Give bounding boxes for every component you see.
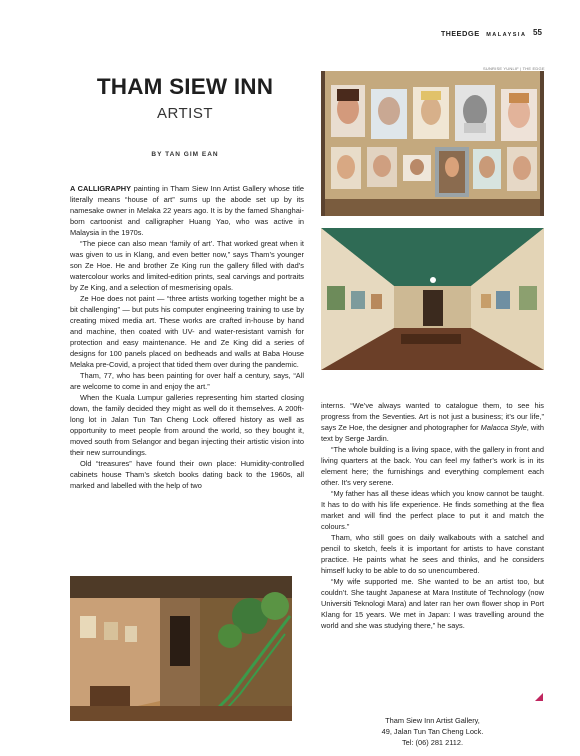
paragraph: interns. “We’ve always wanted to catalogue them, to see his progress from the Seventies. Art is not just a business; it’s our life,” says Ze Hoe, the designer and photographer for Malacca Style, with text by Serge Jardin. <box>321 401 544 443</box>
article-column-right <box>321 400 544 631</box>
article-column-left <box>70 183 304 491</box>
brand-region: MALAYSIA <box>486 32 527 38</box>
paragraph: When the Kuala Lumpur galleries representing him started closing down, the family decided they might as well do it themselves. A 200ft-long lot in Jalan Tun Tan Cheng Lock offered history as well as opportunity to meet people from around the world, so they bought it, moved south from Selangor and began injecting their artistic vision into their new surroundings. <box>70 393 304 457</box>
address-line: Tham Siew Inn Artist Gallery, <box>385 716 480 725</box>
paragraph: Ze Hoe does not paint — “three artists working together might be a bit challenging” — but puts his computer engineering training to use by creating mixed media art. These works are crafted in-house by hand and machine, then coated with UV- and water-resistant varnish for protection and easy maintenance. He and Ze King did a series of designs for 100 panels placed on bedheads and walls at Baba House Melaka pre-Covid, a project that tided them over during the pandemic. <box>70 294 304 369</box>
article-title: THAM SIEW INN <box>96 74 274 99</box>
byline: BY TAN GIM EAN <box>151 151 219 158</box>
paragraph: Tham, 77, who has been painting for over half a century, says, “All are welcome to come in and enjoy the art.” <box>70 371 304 391</box>
paragraph: A CALLIGRAPHY painting in Tham Siew Inn Artist Gallery whose title literally means “house of art” sums up the abode set up by its namesake owner in Melaka 22 years ago. It is by the famed Shanghai-born cartoonist and calligrapher Huang Yao, who was active in Malaysia in the 1970s. <box>70 184 304 237</box>
book-title: Malacca Style <box>480 423 527 432</box>
paragraph: Tham, who still goes on daily walkabouts with a satchel and pencil to sketch, feels it is important for artists to have constant practice. He paints what he sees and thinks, and he considers himself lucky to be able to do so unencumbered. <box>321 533 544 575</box>
paragraph: “My father has all these ideas which you know cannot be taught. It has to do with his life experience. He finds something at the flea market and will find the perfect place to put it and match the colours.” <box>321 489 544 531</box>
page-number: 55 <box>533 28 542 37</box>
paragraph: “The whole building is a living space, with the gallery in front and living quarters at the back. You can feel my father’s work is in its element here; the furnishings and everything complement each other. It’s very serene. <box>321 445 544 487</box>
paragraph: “The piece can also mean ‘family of art’. That worked great when it was given to us in Klang, and even better now,” says Tham’s younger son Ze Hoe. He and brother Ze King run the gallery filled with dad’s watercolour works and limited-edition prints, seal carvings and portraits by Ze King, and a selection of mesmerising opals. <box>70 239 304 292</box>
drop-lead: A CALLIGRAPHY <box>70 184 132 193</box>
end-of-article-icon <box>535 693 543 701</box>
gallery-address <box>321 715 544 748</box>
address-line: 49, Jalan Tun Tan Cheng Lock. <box>381 727 484 736</box>
photo-gallery-interior <box>321 228 544 370</box>
article-subtitle: ARTIST <box>156 105 214 122</box>
photo-credit: SUNRISE YUNLIF | THE EDGE <box>483 66 545 71</box>
photo-portrait-wall <box>321 71 544 216</box>
masthead-brand <box>441 29 526 38</box>
photo-staircase <box>70 576 292 721</box>
paragraph: “My wife supported me. She wanted to be an artist too, but couldn’t. She taught Japanese at Mara Institute of Technology (now Universiti Teknologi Mara) and later ran her own flower shop in Port Klang for 15 years. We met in Japan: I was travelling around the world and she was studying there,” he says. <box>321 577 544 630</box>
paragraph: Old “treasures” have found their own place: Humidity-controlled cabinets house Tham’s sketch books dating back to the 1960s, all marked and labelled with the help of two <box>70 459 304 490</box>
brand-name: EDGE <box>456 29 480 38</box>
brand-prefix: THE <box>441 31 457 38</box>
address-line: Tel: (06) 281 2112. <box>401 738 464 747</box>
